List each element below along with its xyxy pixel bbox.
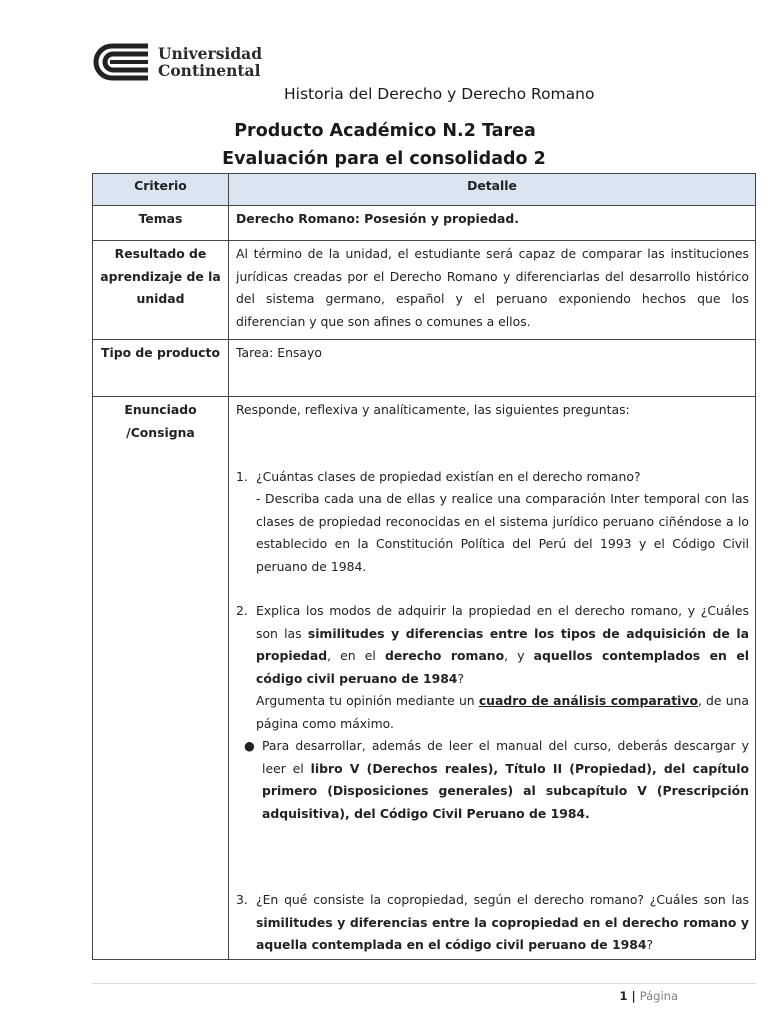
enunciado-label: Enunciado /Consigna [93,397,229,960]
temas-value: Derecho Romano: Posesión y propiedad. [229,206,756,241]
list-item [236,735,749,825]
table-row [93,397,756,960]
question-1-detail: - Describa cada una de ellas y realice una comparación Inter temporal con las clases de propiedad reconocidas en el sistema jurídico peruano ciñéndose a lo establecido en la Constitución Política del Perú del 1993 y el Código Civil peruano de 1984. [256,491,749,574]
university-logo [90,40,262,84]
tipo-label: Tipo de producto [93,340,229,397]
question-1 [236,466,749,489]
tipo-value: Tarea: Ensayo [229,340,756,397]
question-3 [236,889,749,957]
page-number: 1 [619,989,628,1003]
enunciado-value [229,397,756,960]
temas-label: Temas [93,206,229,241]
resultado-value: Al término de la unidad, el estudiante será capaz de comparar las instituciones jurídicas creadas por el Derecho Romano y diferenciarlas del desarrollo histórico del sistema germano, español y el peruano exponiendo hechos que los diferencian y que son afines o comunes a ellos. [229,241,756,340]
col-criterio-header: Criterio [93,174,229,206]
course-title: Historia del Derecho y Derecho Romano [284,85,595,103]
table-row [93,241,756,340]
question-2 [236,600,749,690]
question-text: ¿En qué consiste la copropiedad, según el derecho romano? ¿Cuáles son las similitudes y diferencias entre la copropiedad en el derecho romano y aquella contemplada en el código civil peruano de 1984? [256,892,749,952]
question-number: 1. [236,468,248,484]
footer-divider [92,983,756,984]
logo-line1: Universidad [158,44,263,63]
page-label: Página [639,989,678,1003]
col-detalle-header: Detalle [229,174,756,206]
question-text: ¿Cuántas clases de propiedad existían en el derecho romano? [256,468,641,484]
question-2-argument: Argumenta tu opinión mediante un cuadro de análisis comparativo, de una página como máximo. [256,693,750,731]
document-subtitle: Evaluación para el consolidado 2 [222,149,546,169]
document-title: Producto Académico N.2 Tarea [234,121,536,141]
question-number: 3. [236,892,248,907]
table-row [93,206,756,241]
page-footer: 1 | Página [619,989,678,1003]
resultado-label: Resultado de aprendizaje de la unidad [93,241,229,340]
bullet-text: Para desarrollar, además de leer el manual del curso, deberás descargar y leer el libro V (Derechos reales), Título II (Propiedad), del capítulo primero (Disposiciones generales) al subcapítulo V (Prescripción adquisitiva), del Código Civil Peruano de 1984. [262,738,750,821]
intro-text: Responde, reflexiva y analíticamente, las siguientes preguntas: [236,402,630,417]
question-text: Explica los modos de adquirir la propiedad en el derecho romano, y ¿Cuáles son las similitudes y diferencias entre los tipos de adquisición de la propiedad, en el derecho romano, y aquellos contemplados en el código civil peruano de 1984? [256,603,749,686]
question-number: 2. [236,603,248,618]
table-header-row [93,174,756,206]
logo-line2: Continental [158,61,261,80]
rubric-table [92,173,756,960]
table-row [93,340,756,397]
logo-mark-icon [90,40,150,84]
bullet-icon: ● [244,738,255,753]
logo-text [158,45,262,79]
